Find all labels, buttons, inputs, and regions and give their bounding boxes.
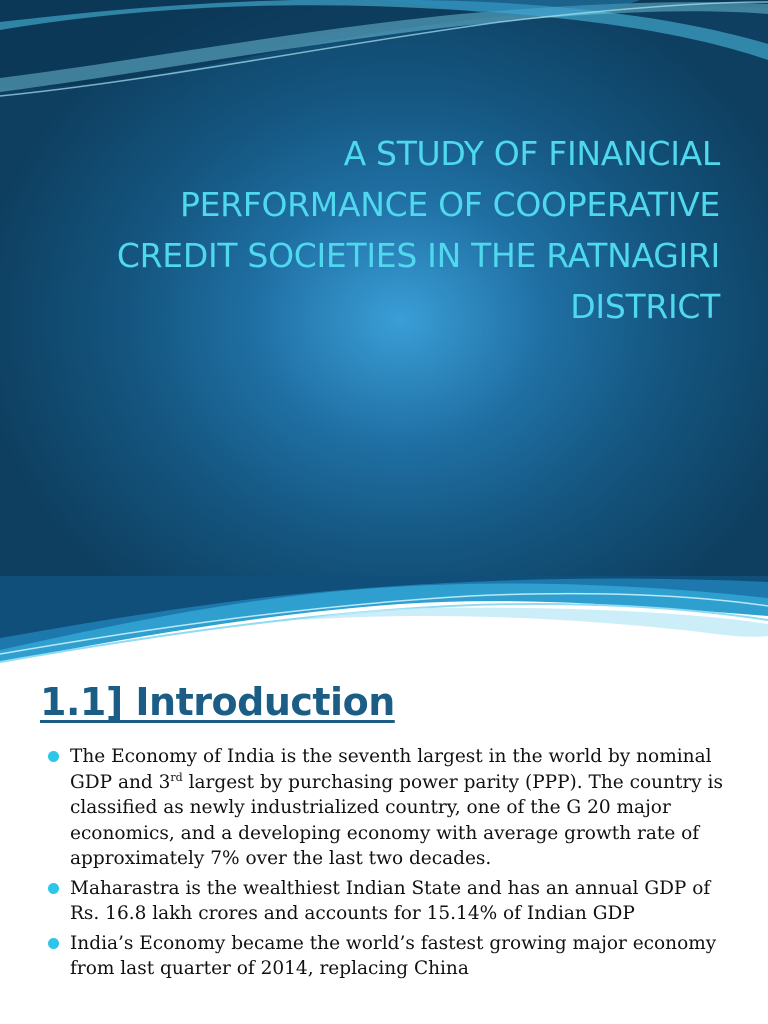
bullet-text: India’s Economy became the world’s fastest growing major economy from last quarter of 2014, replacing China [70, 932, 717, 979]
title-line: CREDIT SOCIETIES IN THE RATNAGIRI [116, 236, 720, 275]
list-item [46, 931, 736, 982]
superscript: rd [170, 770, 183, 784]
title-line: PERFORMANCE OF COOPERATIVE [180, 185, 720, 224]
presentation-title [40, 128, 720, 332]
bullet-dot-icon [48, 883, 59, 894]
bullet-text: The Economy of India is the seventh largest in the world by nominal GDP and 3 [70, 746, 712, 793]
bullet-dot-icon [48, 751, 59, 762]
decorative-wave-header [0, 576, 768, 666]
list-item [46, 876, 736, 927]
decorative-wave-top [0, 0, 768, 110]
title-line: A STUDY OF FINANCIAL [343, 134, 720, 173]
bullet-dot-icon [48, 938, 59, 949]
section-heading: 1.1] Introduction [40, 680, 395, 724]
bullet-text: largest by purchasing power parity (PPP). The country is classified as newly industrialized country, one of the G 20 major economics, and a developing economy with average growth rate of approximately 7% over the last two decades. [70, 771, 723, 869]
bullet-text: Maharastra is the wealthiest Indian State and has an annual GDP of Rs. 16.8 lakh crores and accounts for 15.14% of Indian GDP [70, 877, 711, 924]
bullet-list [46, 744, 736, 986]
introduction-slide [0, 576, 768, 1024]
list-item [46, 744, 736, 872]
title-line: DISTRICT [570, 287, 720, 326]
